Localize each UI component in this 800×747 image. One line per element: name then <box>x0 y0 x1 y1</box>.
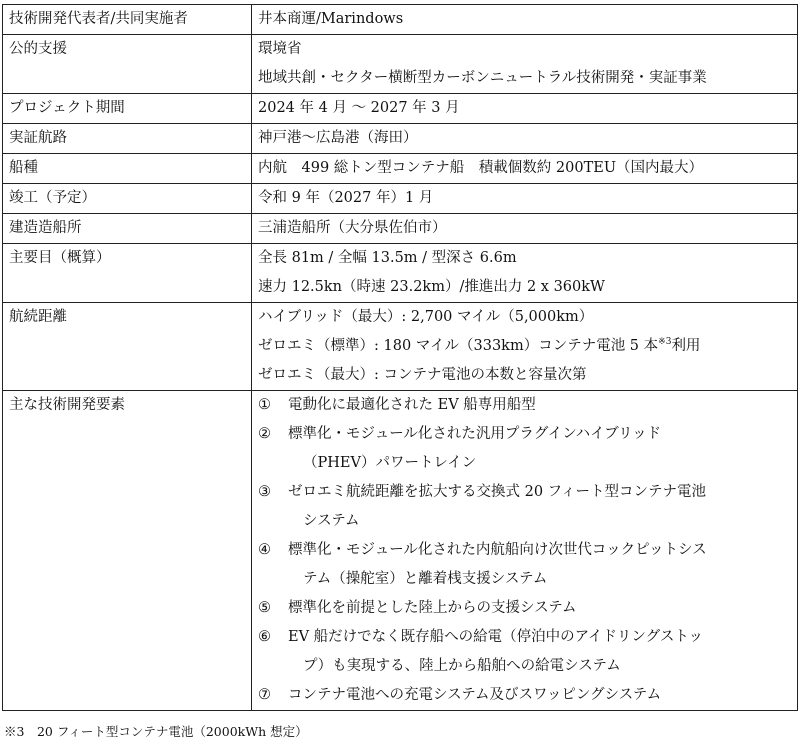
table-row <box>3 391 798 711</box>
item-text-line: ゼロエミ航続距離を拡大する交換式 20 フィート型コンテナ電池 <box>288 484 707 500</box>
list-item <box>258 478 791 536</box>
range-line-text: ゼロエミ（標準）: 180 マイル（333km）コンテナ電池 5 本 <box>258 338 659 354</box>
row-value <box>252 35 798 94</box>
row-label: 竣工（予定） <box>3 184 252 214</box>
table-row <box>3 214 798 244</box>
footnote: ※3 20 フィート型コンテナ電池（2000kWh 想定） <box>4 724 308 739</box>
item-text-line: テム（操舵室）と離着桟支援システム <box>303 571 548 587</box>
item-text-line: 標準化を前提とした陸上からの支援システム <box>288 600 577 616</box>
item-number: ⑦ <box>258 687 271 703</box>
item-text <box>288 536 791 594</box>
tech-elements-list <box>258 391 791 710</box>
table-row <box>3 244 798 303</box>
item-text-line: 標準化・モジュール化された汎用プラグインハイブリッド <box>288 426 662 442</box>
table-row <box>3 184 798 214</box>
row-label: プロジェクト期間 <box>3 94 252 124</box>
range-line: ハイブリッド（最大）: 2,700 マイル（5,000km） <box>258 309 594 325</box>
table-row <box>3 124 798 154</box>
item-text <box>288 478 791 536</box>
item-text <box>288 420 791 478</box>
row-value: 井本商運/Marindows <box>252 5 798 35</box>
list-item <box>258 420 791 478</box>
list-item <box>258 536 791 594</box>
table-row <box>3 35 798 94</box>
row-value <box>252 303 798 391</box>
item-text-line: 標準化・モジュール化された内航船向け次世代コックピットシス <box>288 542 707 558</box>
table-row <box>3 94 798 124</box>
range-line-text: 利用 <box>671 338 701 354</box>
support-line: 環境省 <box>258 41 302 57</box>
range-line: ゼロエミ（最大）: コンテナ電池の本数と容量次第 <box>258 367 587 383</box>
list-item <box>258 681 791 710</box>
list-item <box>258 391 791 420</box>
row-value: 神戸港～広島港（海田） <box>252 124 798 154</box>
item-text-line: システム <box>303 513 360 529</box>
item-text-line: （PHEV）パワートレイン <box>303 455 477 471</box>
row-label: 主な技術開発要素 <box>3 391 252 711</box>
row-value: 2024 年 4 月 ～ 2027 年 3 月 <box>252 94 798 124</box>
row-value <box>252 391 798 711</box>
row-label: 主要目（概算） <box>3 244 252 303</box>
item-text-line: 電動化に最適化された EV 船専用船型 <box>288 397 536 413</box>
row-value: 内航 499 総トン型コンテナ船 積載個数約 200TEU（国内最大） <box>252 154 798 184</box>
row-label: 技術開発代表者/共同実施者 <box>3 5 252 35</box>
footnote-ref: ※3 <box>658 337 672 348</box>
table-row <box>3 303 798 391</box>
row-value: 三浦造船所（大分県佐伯市） <box>252 214 798 244</box>
table-row <box>3 5 798 35</box>
item-text <box>288 594 791 623</box>
row-label: 実証航路 <box>3 124 252 154</box>
item-text <box>288 623 791 681</box>
item-number: ⑥ <box>258 629 271 645</box>
row-value: 令和 9 年（2027 年）1 月 <box>252 184 798 214</box>
range-line <box>258 332 791 361</box>
spec-line: 速力 12.5kn（時速 23.2km）/推進出力 2 x 360kW <box>258 279 605 295</box>
item-text-line: プ）も実現する、陸上から船舶への給電システム <box>303 658 621 674</box>
row-label: 船種 <box>3 154 252 184</box>
list-item <box>258 594 791 623</box>
item-number: ④ <box>258 542 271 558</box>
item-text-line: EV 船だけでなく既存船への給電（停泊中のアイドリングストッ <box>288 629 703 645</box>
item-text <box>288 681 791 710</box>
list-item <box>258 623 791 681</box>
item-number: ② <box>258 426 271 442</box>
item-number: ⑤ <box>258 600 271 616</box>
row-label: 航続距離 <box>3 303 252 391</box>
item-text-line: コンテナ電池への充電システム及びスワッピングシステム <box>288 687 662 703</box>
item-number: ① <box>258 397 271 413</box>
spec-line: 全長 81m / 全幅 13.5m / 型深さ 6.6m <box>258 250 517 266</box>
row-value <box>252 244 798 303</box>
item-text <box>288 391 791 420</box>
table-row <box>3 154 798 184</box>
item-number: ③ <box>258 484 271 500</box>
support-line: 地域共創・セクター横断型カーボンニュートラル技術開発・実証事業 <box>258 70 707 86</box>
row-label: 公的支援 <box>3 35 252 94</box>
project-spec-table <box>2 4 798 711</box>
row-label: 建造造船所 <box>3 214 252 244</box>
